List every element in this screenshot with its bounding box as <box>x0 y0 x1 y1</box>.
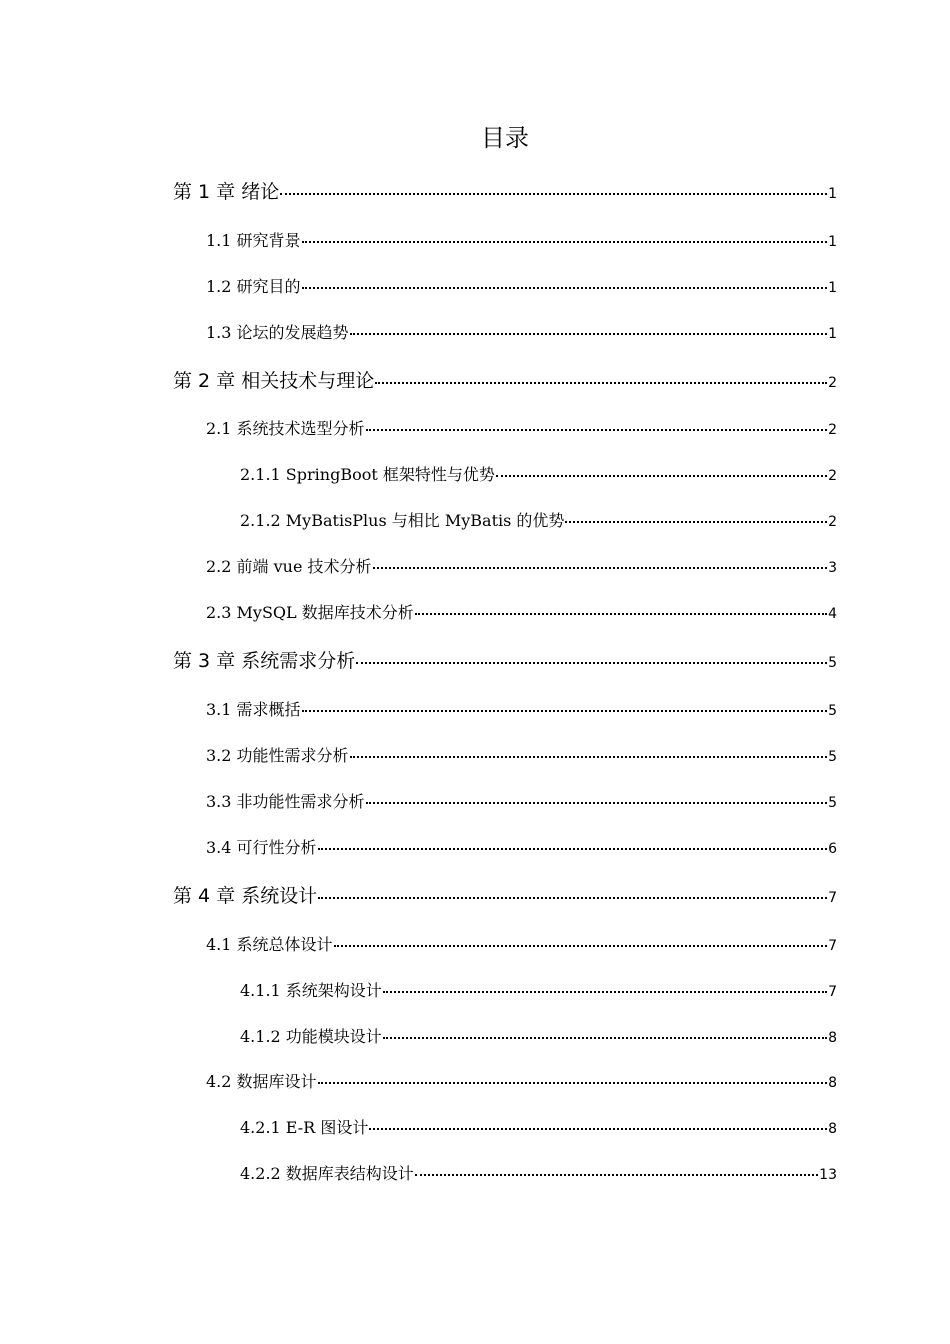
dot-leader <box>280 193 827 195</box>
toc-entry-label: 4.1.2 功能模块设计 <box>240 1027 382 1046</box>
toc-entry-page: 5 <box>828 795 837 811</box>
toc-entry-label: 第 1 章 绪论 <box>173 181 280 203</box>
toc-section-3-3[interactable] <box>206 789 837 813</box>
dot-leader <box>302 287 828 289</box>
toc-chapter-4[interactable] <box>173 881 837 911</box>
toc-entry-label: 2.1.2 MyBatisPlus 与相比 MyBatis 的优势 <box>240 511 565 530</box>
toc-title: 目录 <box>481 124 529 152</box>
dot-leader <box>356 662 827 664</box>
toc-entry-label: 2.2 前端 vue 技术分析 <box>206 557 372 576</box>
toc-entry-page: 7 <box>828 890 837 906</box>
toc-subsection-4-1-2[interactable] <box>240 1024 837 1048</box>
toc-entry-label: 4.1.1 系统架构设计 <box>240 981 382 1000</box>
toc-entry-page: 5 <box>828 703 837 719</box>
toc-entry-page: 2 <box>828 375 837 391</box>
toc-entry-label: 4.1 系统总体设计 <box>206 935 333 954</box>
toc-entry-label: 1.3 论坛的发展趋势 <box>206 323 349 342</box>
toc-entry-page: 1 <box>828 280 837 296</box>
toc-section-1-2[interactable] <box>206 274 837 298</box>
toc-section-3-2[interactable] <box>206 743 837 767</box>
toc-subsection-4-2-1[interactable] <box>240 1115 837 1139</box>
toc-entry-page: 2 <box>828 468 837 484</box>
toc-entry-page: 7 <box>828 984 837 1000</box>
toc-entry-label: 1.2 研究目的 <box>206 277 301 296</box>
toc-entry-label: 2.1.1 SpringBoot 框架特性与优势 <box>240 465 495 484</box>
toc-entry-page: 2 <box>828 514 837 530</box>
dot-leader <box>415 1174 818 1176</box>
toc-section-2-1[interactable] <box>206 416 837 440</box>
toc-entry-label: 4.2 数据库设计 <box>206 1072 317 1091</box>
dot-leader <box>565 521 827 523</box>
dot-leader <box>383 1037 827 1039</box>
toc-entry-label: 第 2 章 相关技术与理论 <box>173 370 375 392</box>
dot-leader <box>366 429 828 431</box>
toc-chapter-2[interactable] <box>173 366 837 396</box>
dot-leader <box>302 241 828 243</box>
dot-leader <box>350 333 828 335</box>
toc-subsection-2-1-1[interactable] <box>240 462 837 486</box>
toc-entry-page: 8 <box>828 1030 837 1046</box>
dot-leader <box>334 945 828 947</box>
dot-leader <box>369 1128 827 1130</box>
toc-section-4-2[interactable] <box>206 1069 837 1093</box>
toc-section-3-1[interactable] <box>206 697 837 721</box>
toc-entry-label: 3.3 非功能性需求分析 <box>206 792 365 811</box>
toc-entry-label: 1.1 研究背景 <box>206 231 301 250</box>
toc-entry-page: 5 <box>828 655 837 671</box>
toc-section-3-4[interactable] <box>206 835 837 859</box>
toc-section-2-2[interactable] <box>206 554 837 578</box>
toc-entry-label: 4.2.1 E-R 图设计 <box>240 1118 369 1137</box>
toc-section-4-1[interactable] <box>206 932 837 956</box>
dot-leader <box>318 848 828 850</box>
toc-entry-page: 13 <box>819 1167 837 1183</box>
toc-entry-label: 4.2.2 数据库表结构设计 <box>240 1164 414 1183</box>
toc-entry-page: 7 <box>828 938 837 954</box>
dot-leader <box>366 802 828 804</box>
toc-subsection-4-2-2[interactable] <box>240 1161 837 1185</box>
toc-entry-page: 1 <box>828 234 837 250</box>
toc-entry-page: 1 <box>828 186 837 202</box>
toc-entry-page: 5 <box>828 749 837 765</box>
toc-entry-label: 3.2 功能性需求分析 <box>206 746 349 765</box>
dot-leader <box>415 613 827 615</box>
dot-leader <box>373 567 828 569</box>
toc-entry-label: 2.3 MySQL 数据库技术分析 <box>206 603 414 622</box>
dot-leader <box>318 1082 828 1084</box>
toc-section-2-3[interactable] <box>206 600 837 624</box>
dot-leader <box>383 991 827 993</box>
toc-entry-page: 8 <box>828 1075 837 1091</box>
toc-entry-label: 3.4 可行性分析 <box>206 838 317 857</box>
dot-leader <box>318 897 827 899</box>
toc-entry-page: 1 <box>828 326 837 342</box>
toc-entry-page: 6 <box>828 841 837 857</box>
dot-leader <box>350 756 828 758</box>
toc-section-1-3[interactable] <box>206 320 837 344</box>
toc-entry-label: 2.1 系统技术选型分析 <box>206 419 365 438</box>
dot-leader <box>375 382 827 384</box>
toc-subsection-2-1-2[interactable] <box>240 508 837 532</box>
toc-entry-page: 4 <box>828 606 837 622</box>
toc-entry-label: 第 3 章 系统需求分析 <box>173 650 356 672</box>
toc-chapter-1[interactable] <box>173 177 837 207</box>
toc-entry-page: 2 <box>828 422 837 438</box>
toc-chapter-3[interactable] <box>173 646 837 676</box>
toc-entry-page: 3 <box>828 560 837 576</box>
toc-entry-label: 第 4 章 系统设计 <box>173 885 318 907</box>
toc-entry-page: 8 <box>828 1121 837 1137</box>
toc-subsection-4-1-1[interactable] <box>240 978 837 1002</box>
toc-entry-label: 3.1 需求概括 <box>206 700 301 719</box>
dot-leader <box>302 710 828 712</box>
dot-leader <box>496 475 827 477</box>
toc-section-1-1[interactable] <box>206 228 837 252</box>
